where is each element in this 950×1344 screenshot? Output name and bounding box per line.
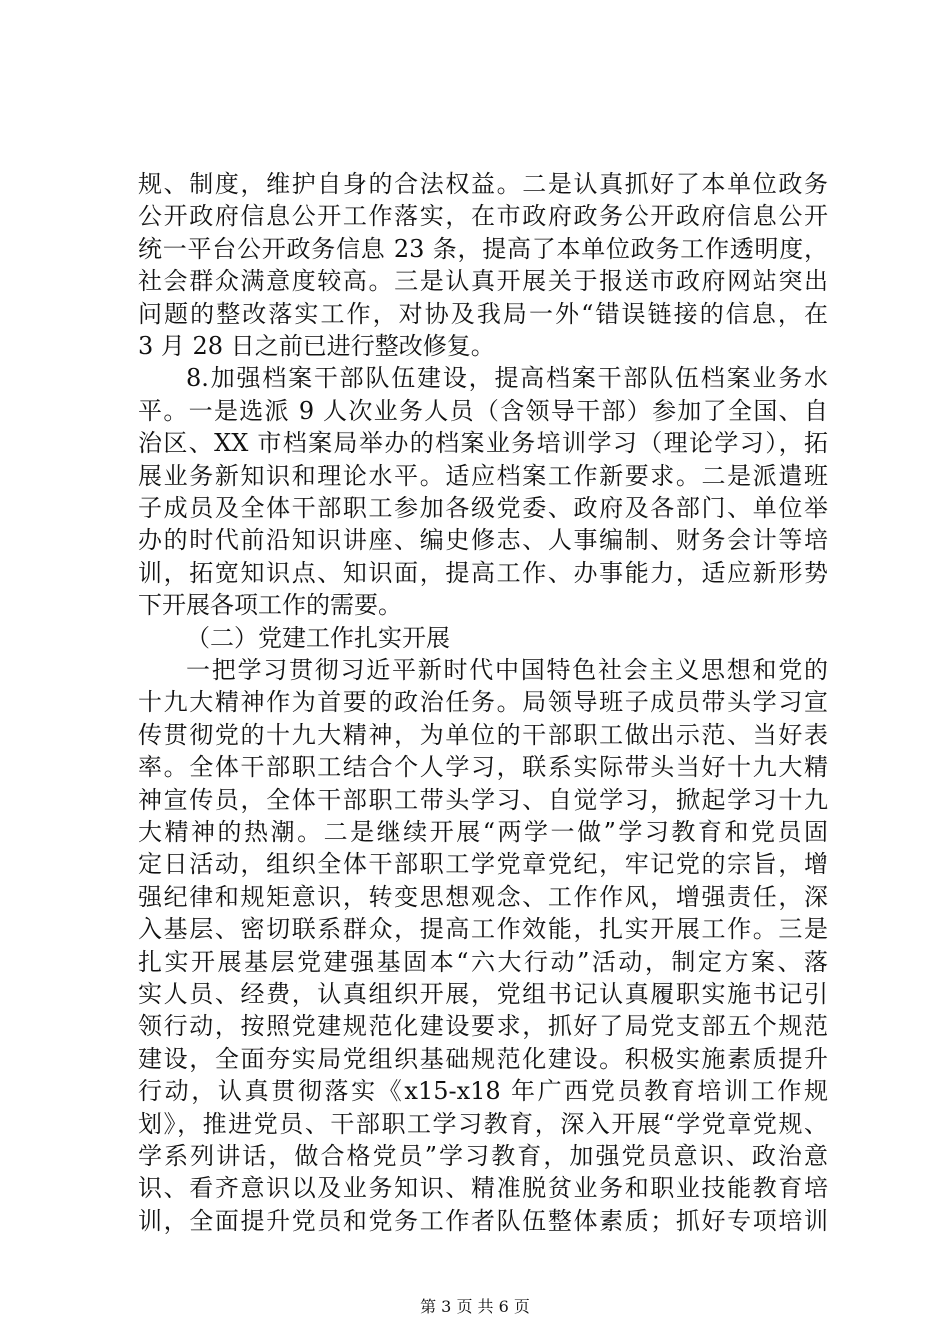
text-line: 十九大精神作为首要的政治任务。局领导班子成员带头学习宣 bbox=[138, 688, 828, 717]
text-line: 划》，推进党员、干部职工学习教育，深入开展“学党章党规、 bbox=[138, 1109, 828, 1138]
page-number-label: 第 3 页 共 6 页 bbox=[420, 1297, 530, 1316]
text-line: 一把学习贯彻习近平新时代中国特色社会主义思想和党的 bbox=[186, 656, 828, 684]
text-line: 训，拓宽知识点、知识面，提高工作、办事能力，适应新形势 bbox=[138, 558, 828, 587]
text-line: 展业务新知识和理论水平。适应档案工作新要求。二是派遣班 bbox=[138, 461, 828, 490]
text-line: 领行动，按照党建规范化建设要求，抓好了局党支部五个规范 bbox=[138, 1012, 828, 1041]
text-line: 公开政府信息公开工作落实，在市政府政务公开政府信息公开 bbox=[138, 202, 828, 231]
text-line: 下开展各项工作的需要。 bbox=[138, 591, 402, 620]
section-heading: （二）党建工作扎实开展 bbox=[186, 623, 450, 652]
text-line: 强纪律和规矩意识，转变思想观念、工作作风，增强责任，深 bbox=[138, 882, 828, 911]
text-line: 扎实开展基层党建强基固本“六大行动”活动，制定方案、落 bbox=[138, 947, 828, 976]
text-line: 大精神的热潮。二是继续开展“两学一做”学习教育和党员固 bbox=[138, 818, 828, 846]
text-line: 率。全体干部职工结合个人学习，联系实际带头当好十九大精 bbox=[138, 753, 828, 782]
text-line: 3 月 28 日之前已进行整改修复。 bbox=[138, 332, 495, 360]
text-line: 规、制度，维护自身的合法权益。二是认真抓好了本单位政务 bbox=[138, 170, 828, 198]
text-line: 社会群众满意度较高。三是认真开展关于报送市政府网站突出 bbox=[138, 267, 828, 296]
text-line: 治区、XX 市档案局举办的档案业务培训学习（理论学习），拓 bbox=[138, 429, 828, 458]
text-line: 传贯彻党的十九大精神，为单位的干部职工做出示范、当好表 bbox=[138, 720, 828, 749]
text-line: 实人员、经费，认真组织开展，党组书记认真履职实施书记引 bbox=[138, 980, 828, 1008]
text-line: 建设，全面夯实局党组织基础规范化建设。积极实施素质提升 bbox=[138, 1044, 828, 1073]
text-line: 统一平台公开政务信息 23 条，提高了本单位政务工作透明度， bbox=[138, 234, 828, 263]
text-line: 神宣传员，全体干部职工带头学习、自觉学习，掀起学习十九 bbox=[138, 785, 828, 814]
text-line: 行动，认真贯彻落实《x15-x18 年广西党员教育培训工作规 bbox=[138, 1077, 828, 1106]
text-line: 平。一是选派 9 人次业务人员（含领导干部）参加了全国、自 bbox=[138, 396, 828, 425]
text-line: 8.加强档案干部队伍建设，提高档案干部队伍档案业务水 bbox=[186, 364, 828, 393]
text-line: 定日活动，组织全体干部职工学党章党纪，牢记党的宗旨，增 bbox=[138, 850, 828, 879]
text-line: 识、看齐意识以及业务知识、精准脱贫业务和职业技能教育培 bbox=[138, 1174, 828, 1203]
text-line: 办的时代前沿知识讲座、编史修志、人事编制、财务会计等培 bbox=[138, 526, 828, 555]
text-line: 子成员及全体干部职工参加各级党委、政府及各部门、单位举 bbox=[138, 494, 828, 522]
text-line: 训，全面提升党员和党务工作者队伍整体素质；抓好专项培训 bbox=[138, 1206, 828, 1235]
text-line: 入基层、密切联系群众，提高工作效能，扎实开展工作。三是 bbox=[138, 915, 828, 944]
text-line: 问题的整改落实工作，对协及我局一外“错误链接的信息，在 bbox=[138, 299, 828, 328]
text-line: 学系列讲话，做合格党员”学习教育，加强党员意识、政治意 bbox=[138, 1142, 828, 1170]
page-footer bbox=[0, 1296, 950, 1318]
